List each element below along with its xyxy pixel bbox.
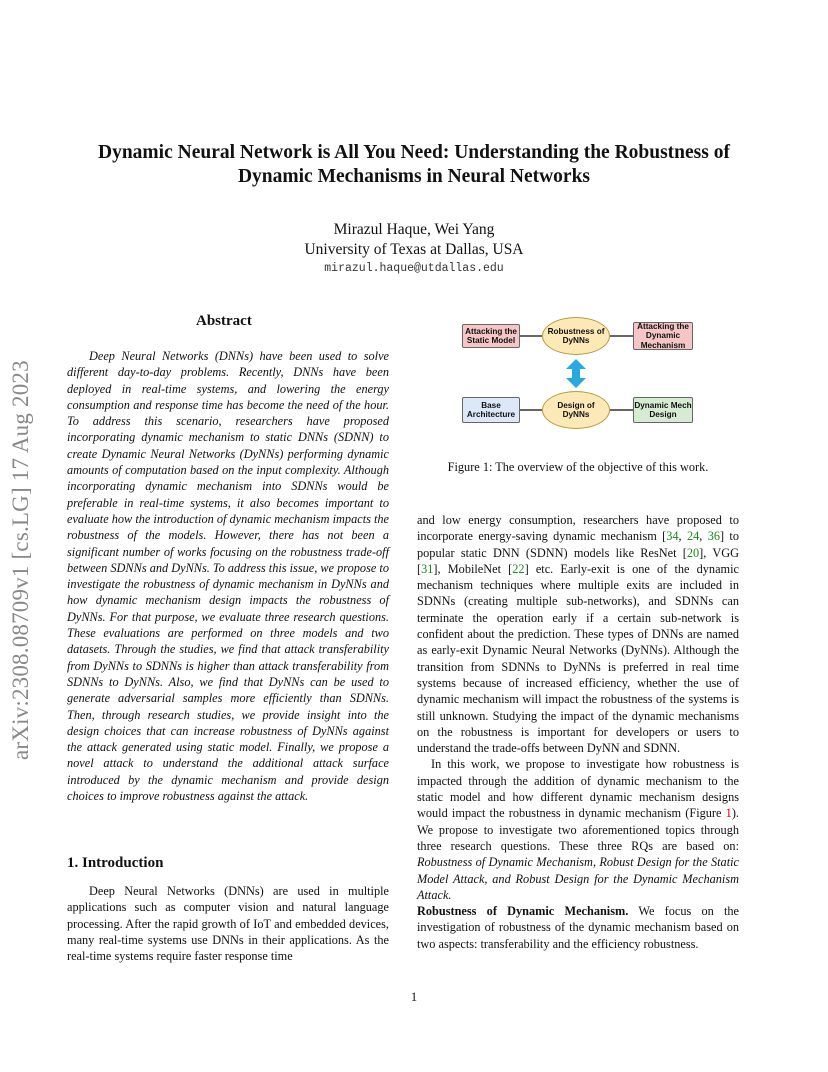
introduction-text: Deep Neural Networks (DNNs) are used in multiple applications such as computer vision and natural language processing. After the rapid growth of IoT and embedded devices, many real-time systems use DNNs in their applications. As the real-time systems require faster response time	[67, 884, 389, 964]
paragraph-heading-robustness: Robustness of Dynamic Mechanism.	[417, 904, 629, 919]
node-base-architecture: Base Architecture	[462, 397, 520, 423]
arxiv-identifier: arXiv:2308.08709v1 [cs.LG] 17 Aug 2023	[8, 360, 33, 760]
paper-title	[60, 141, 768, 189]
section-heading-introduction: 1. Introduction	[67, 855, 164, 871]
node-robustness-of-dynns: Robustness of DyNNs	[542, 317, 610, 355]
paragraph-3: Robustness of Dynamic Mechanism. We focus on the investigation of robustness of the dynamic mechanism based on two aspects: transferability and the efficiency robustness.	[417, 904, 739, 951]
right-column-text	[417, 512, 739, 952]
node-attacking-static-model: Attacking the Static Model	[462, 324, 520, 348]
paragraph-2: In this work, we propose to investigate how robustness is impacted through the addition of dynamic mechanism to the static model and how different dynamic mechanism designs would impact the robustness in dynamic mechanism (Figure 1). We propose to investigate two aforementioned topics through three research questions. These three RQs are based on: Robustness of Dynamic Mechanism, Robust Design for the Static Model Attack, and Robust Design for the Dynamic Mechanism Attack.	[417, 757, 739, 902]
figure-reference-1[interactable]: 1	[725, 806, 732, 821]
citation-24[interactable]: 24	[686, 529, 700, 544]
citation-34[interactable]: 34	[666, 529, 679, 544]
citation-20[interactable]: 20	[686, 545, 700, 560]
page-number: 1	[410, 990, 418, 1004]
double-arrow-icon	[566, 359, 586, 388]
citation-31[interactable]: 31	[421, 561, 434, 576]
node-attacking-dynamic-mechanism: Attacking the Dynamic Mechanism	[633, 322, 693, 350]
title-line-2: Dynamic Mechanisms in Neural Networks	[237, 166, 591, 187]
author-affiliation: University of Texas at Dallas, USA	[304, 241, 524, 258]
citation-22[interactable]: 22	[512, 561, 525, 576]
abstract-heading: Abstract	[196, 313, 252, 329]
author-block	[0, 220, 828, 260]
figure-1-caption: Figure 1: The overview of the objective of this work.	[447, 460, 709, 474]
paragraph-1: and low energy consumption, researchers have proposed to incorporate energy-saving dynamic mechanism [34, 24, 36] to popular static DNN (SDNN) models like ResNet [20], VGG [31], MobileNet [22] etc. Early-exit is one of the dynamic mechanism techniques where multiple exits are included in SDNNs (creating multiple sub-networks), and SDNNs can terminate the operation early if a certain sub-network is confident about the prediction. These types of DNNs are named as early-exit Dynamic Neural Networks (DyNNs). Although the transition from SDNNs to DyNNs is preferred in real time systems because of increased efficiency, whether the use of dynamic mechanism will impact the robustness of the systems is still unknown. Studying the impact of the dynamic mechanisms on the robustness is important for developers or users to understand the trade-offs between DyNN and SDNN.	[417, 513, 739, 756]
citation-36[interactable]: 36	[707, 529, 720, 544]
node-dynamic-mech-design: Dynamic Mech Design	[633, 397, 693, 423]
author-email[interactable]: mirazul.haque@utdallas.edu	[324, 262, 504, 275]
abstract-text: Deep Neural Networks (DNNs) have been used to solve different day-to-day problems. Recently, DNNs have been deployed in real-time systems, and lowering the energy consumption and response time has become the need of the hour. To address this scenario, researchers have proposed incorporating dynamic mechanism to static DNNs (SDNN) to create Dynamic Neural Networks (DyNNs) performing dynamic amounts of computation based on the input complexity. Although incorporating dynamic mechanism into SDNNs would be preferable in real-time systems, it also becomes important to evaluate how the introduction of dynamic mechanism impacts the robustness of the models. However, there has not been a significant number of works focusing on the robustness trade-off between SDNNs and DyNNs. To address this issue, we propose to investigate the robustness of dynamic mechanism in DyNNs and how dynamic mechanism design impacts the robustness of DyNNs. For that purpose, we evaluate three research questions. These evaluations are performed on three models and two datasets. Through the studies, we find that attack transferability from DyNNs to SDNNs is higher than attack transferability from SDNNs to DyNNs. Also, we find that DyNNs can be used to generate adversarial samples more efficiently than SDNNs. Then, through research studies, we provide insight into the design choices that can increase robustness of DyNNs against the attack generated using static model. Finally, we propose a novel attack to understand the additional attack surface introduced by the dynamic mechanism and provide design choices to improve robustness against the attack.	[67, 349, 389, 804]
title-line-1: Dynamic Neural Network is All You Need: Understanding the Robustness of	[98, 142, 730, 163]
author-names: Mirazul Haque, Wei Yang	[333, 221, 495, 238]
node-design-of-dynns: Design of DyNNs	[542, 391, 610, 429]
figure-1-diagram	[455, 315, 705, 433]
